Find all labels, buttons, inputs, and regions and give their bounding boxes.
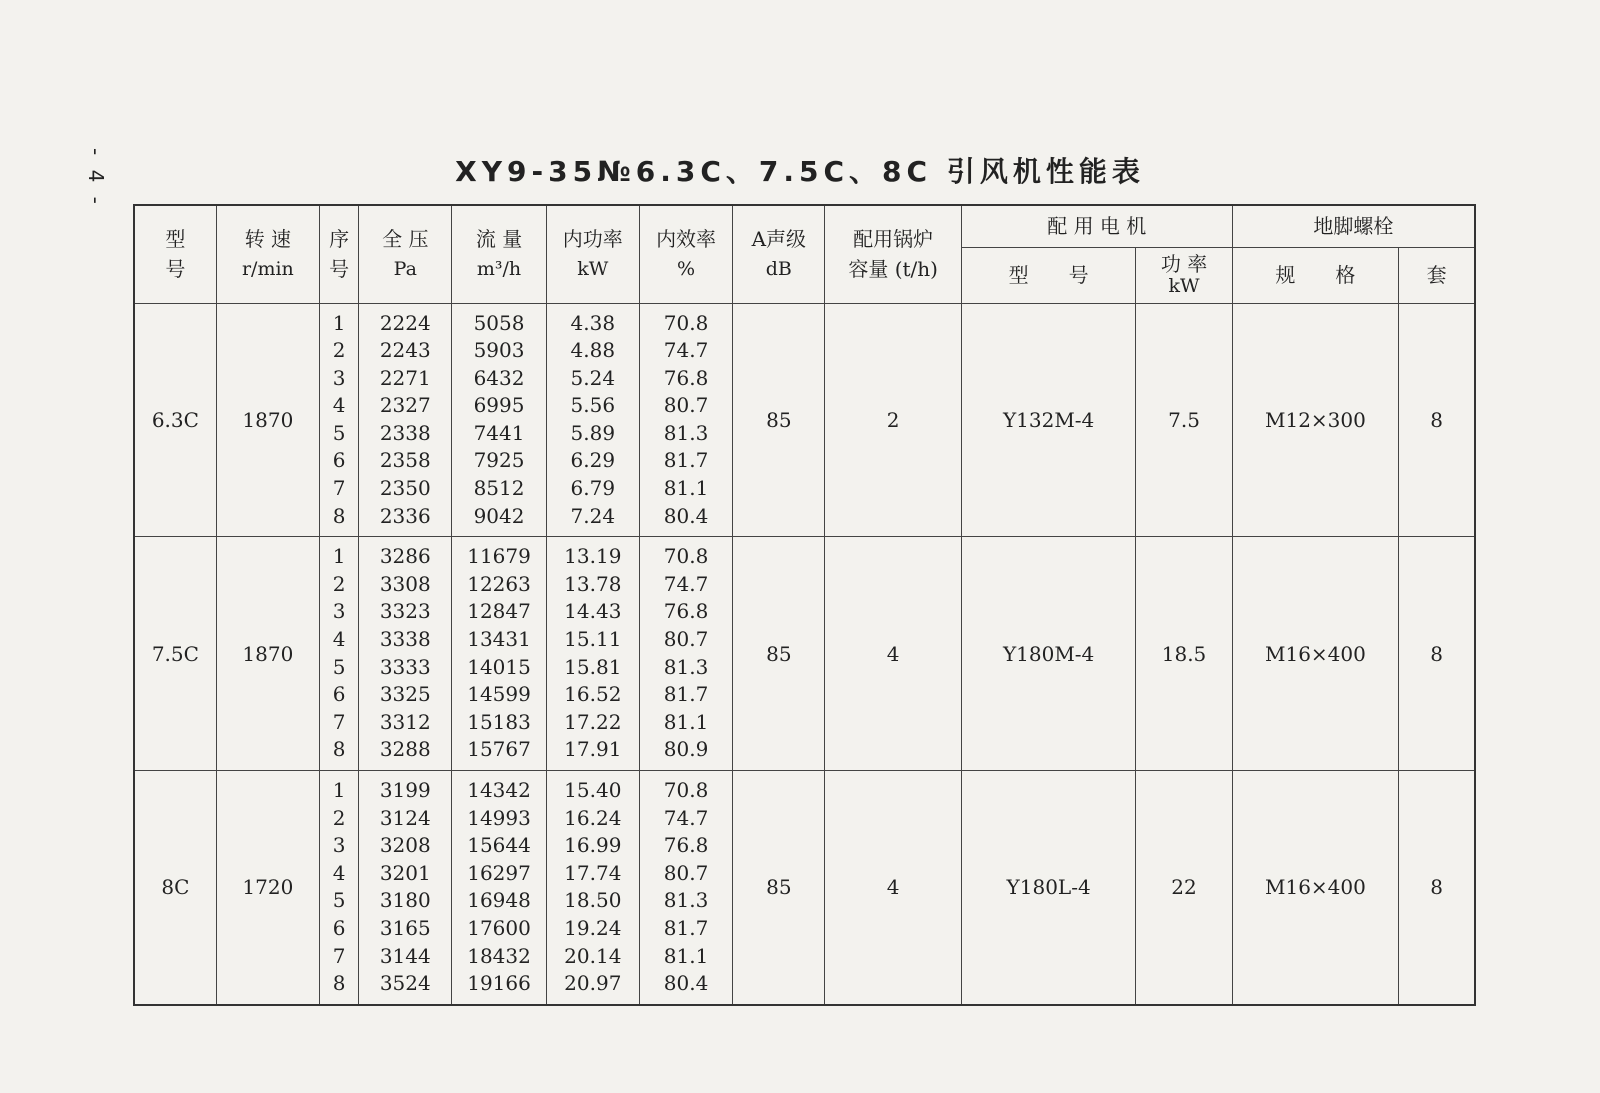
table-row xyxy=(134,537,1475,771)
seq-value: 4 xyxy=(332,627,346,652)
efficiency-value-list xyxy=(639,771,732,1005)
efficiency-value: 80.7 xyxy=(663,393,709,418)
pressure-value: 3333 xyxy=(379,654,431,679)
seq-value-list xyxy=(320,537,359,771)
speed-cell: 1870 xyxy=(216,303,319,537)
efficiency-value: 81.3 xyxy=(663,654,709,679)
flow-value: 7441 xyxy=(473,420,525,445)
pressure-value: 3201 xyxy=(379,860,431,885)
power-value: 20.14 xyxy=(564,943,622,968)
power-value: 17.74 xyxy=(564,860,622,885)
power-value: 19.24 xyxy=(564,915,622,940)
seq-value: 5 xyxy=(332,654,346,679)
flow-value: 16948 xyxy=(467,888,531,913)
seq-value: 3 xyxy=(332,599,346,624)
seq-value: 6 xyxy=(332,682,346,707)
flow-value: 14342 xyxy=(467,778,531,802)
bolt-spec-cell: M16×400 xyxy=(1232,537,1398,771)
efficiency-value: 81.7 xyxy=(663,448,709,473)
power-value: 16.24 xyxy=(564,805,622,830)
speed-cell: 1870 xyxy=(216,537,319,771)
boiler-cell: 4 xyxy=(825,537,961,771)
pressure-value: 3165 xyxy=(379,915,431,940)
pressure-value-list xyxy=(359,303,452,537)
page-number: - 4 - xyxy=(84,148,108,208)
performance-table xyxy=(133,204,1476,1006)
efficiency-value: 81.7 xyxy=(663,682,709,707)
header-flow: 流 量 m³/h xyxy=(452,205,546,303)
flow-value: 5903 xyxy=(473,338,525,363)
pressure-value: 3124 xyxy=(379,805,431,830)
seq-value: 2 xyxy=(332,571,346,596)
efficiency-value: 74.7 xyxy=(663,338,709,363)
bolt-spec-cell: M12×300 xyxy=(1232,303,1398,537)
flow-value: 18432 xyxy=(467,943,531,968)
flow-value-list xyxy=(452,303,546,537)
header-motor-power: 功 率 kW xyxy=(1136,247,1232,303)
seq-value: 8 xyxy=(332,737,346,762)
efficiency-value: 81.7 xyxy=(663,915,709,940)
header-motor: 配 用 电 机 xyxy=(961,205,1232,247)
efficiency-value: 80.4 xyxy=(663,503,709,528)
fan-model-cell: 7.5C xyxy=(134,537,216,771)
seq-value: 1 xyxy=(332,310,346,335)
power-value: 13.78 xyxy=(564,571,622,596)
pressure-value: 3208 xyxy=(379,833,431,858)
header-model: 型 号 xyxy=(134,205,216,303)
flow-value: 14599 xyxy=(467,682,531,707)
pressure-value: 2350 xyxy=(379,476,431,501)
motor-model-cell: Y180L-4 xyxy=(961,771,1136,1005)
power-value-list xyxy=(546,537,639,771)
power-value: 5.56 xyxy=(570,393,616,418)
efficiency-value: 70.8 xyxy=(663,310,709,335)
page-title: XY9-35№6.3C、7.5C、8C 引风机性能表 xyxy=(455,155,1145,188)
pressure-value: 3144 xyxy=(379,943,431,968)
efficiency-value-list xyxy=(639,537,732,771)
pressure-value: 2224 xyxy=(379,310,431,335)
motor-model-cell: Y132M-4 xyxy=(961,303,1136,537)
power-value: 15.40 xyxy=(564,778,622,802)
power-value: 6.29 xyxy=(570,448,616,473)
seq-value: 4 xyxy=(332,393,346,418)
table-row xyxy=(134,303,1475,537)
flow-value-list xyxy=(452,537,546,771)
seq-value: 6 xyxy=(332,448,346,473)
flow-value: 14015 xyxy=(467,654,531,679)
pressure-value: 3338 xyxy=(379,627,431,652)
header-speed: 转 速 r/min xyxy=(216,205,319,303)
flow-value: 7925 xyxy=(473,448,525,473)
flow-value: 6432 xyxy=(473,365,525,390)
flow-value: 8512 xyxy=(473,476,525,501)
efficiency-value: 80.7 xyxy=(663,860,709,885)
flow-value: 11679 xyxy=(467,544,531,569)
flow-value: 15183 xyxy=(467,709,531,734)
efficiency-value: 76.8 xyxy=(663,833,709,858)
efficiency-value: 81.1 xyxy=(663,476,709,501)
power-value: 5.89 xyxy=(570,420,616,445)
flow-value: 15644 xyxy=(467,833,531,858)
flow-value: 9042 xyxy=(473,503,525,528)
efficiency-value: 76.8 xyxy=(663,365,709,390)
seq-value: 8 xyxy=(332,971,346,996)
power-value: 18.50 xyxy=(564,888,622,913)
seq-value: 3 xyxy=(332,833,346,858)
power-value: 7.24 xyxy=(570,503,616,528)
power-value: 4.88 xyxy=(570,338,616,363)
header-seq: 序 号 xyxy=(320,205,359,303)
flow-value: 12847 xyxy=(467,599,531,624)
pressure-value-list xyxy=(359,771,452,1005)
flow-value: 19166 xyxy=(467,971,531,996)
power-value: 5.24 xyxy=(570,365,616,390)
flow-value: 16297 xyxy=(467,860,531,885)
pressure-value: 2338 xyxy=(379,420,431,445)
seq-value: 2 xyxy=(332,338,346,363)
flow-value: 12263 xyxy=(467,571,531,596)
table-row xyxy=(134,771,1475,1005)
header-power: 内功率 kW xyxy=(546,205,639,303)
efficiency-value: 81.1 xyxy=(663,943,709,968)
seq-value: 1 xyxy=(332,778,346,802)
power-value-list xyxy=(546,303,639,537)
efficiency-value: 80.9 xyxy=(663,737,709,762)
seq-value: 5 xyxy=(332,420,346,445)
seq-value: 7 xyxy=(332,709,346,734)
efficiency-value: 81.3 xyxy=(663,888,709,913)
seq-value: 7 xyxy=(332,476,346,501)
power-value: 17.91 xyxy=(564,737,622,762)
header-efficiency: 内效率 % xyxy=(639,205,732,303)
header-pressure: 全 压 Pa xyxy=(359,205,452,303)
pressure-value: 2271 xyxy=(379,365,431,390)
seq-value: 2 xyxy=(332,805,346,830)
seq-value: 8 xyxy=(332,503,346,528)
noise-cell: 85 xyxy=(733,303,825,537)
power-value: 16.52 xyxy=(564,682,622,707)
noise-cell: 85 xyxy=(733,537,825,771)
seq-value: 5 xyxy=(332,888,346,913)
power-value: 15.11 xyxy=(564,627,622,652)
bolt-spec-cell: M16×400 xyxy=(1232,771,1398,1005)
power-value: 14.43 xyxy=(564,599,622,624)
efficiency-value: 80.7 xyxy=(663,627,709,652)
seq-value: 3 xyxy=(332,365,346,390)
efficiency-value: 74.7 xyxy=(663,571,709,596)
pressure-value: 2327 xyxy=(379,393,431,418)
pressure-value: 3312 xyxy=(379,709,431,734)
flow-value: 15767 xyxy=(467,737,531,762)
header-bolt-spec: 规 格 xyxy=(1232,247,1398,303)
noise-cell: 85 xyxy=(733,771,825,1005)
flow-value: 17600 xyxy=(467,915,531,940)
flow-value: 6995 xyxy=(473,393,525,418)
pressure-value: 2358 xyxy=(379,448,431,473)
bolt-set-cell: 8 xyxy=(1399,537,1475,771)
seq-value: 6 xyxy=(332,915,346,940)
speed-cell: 1720 xyxy=(216,771,319,1005)
power-value: 4.38 xyxy=(570,310,616,335)
pressure-value: 3286 xyxy=(379,544,431,569)
header-bolts: 地脚螺栓 xyxy=(1232,205,1475,247)
pressure-value: 2243 xyxy=(379,338,431,363)
pressure-value-list xyxy=(359,537,452,771)
power-value-list xyxy=(546,771,639,1005)
boiler-cell: 2 xyxy=(825,303,961,537)
power-value: 16.99 xyxy=(564,833,622,858)
pressure-value: 3308 xyxy=(379,571,431,596)
flow-value: 14993 xyxy=(467,805,531,830)
power-value: 17.22 xyxy=(564,709,622,734)
flow-value: 5058 xyxy=(473,310,525,335)
pressure-value: 3199 xyxy=(379,778,431,802)
efficiency-value: 70.8 xyxy=(663,544,709,569)
efficiency-value: 80.4 xyxy=(663,971,709,996)
pressure-value: 3180 xyxy=(379,888,431,913)
flow-value: 13431 xyxy=(467,627,531,652)
motor-model-cell: Y180M-4 xyxy=(961,537,1136,771)
efficiency-value: 74.7 xyxy=(663,805,709,830)
header-bolt-set: 套 xyxy=(1399,247,1475,303)
header-noise: A声级 dB xyxy=(733,205,825,303)
seq-value: 7 xyxy=(332,943,346,968)
bolt-set-cell: 8 xyxy=(1399,303,1475,537)
header-boiler: 配用锅炉 容量 (t/h) xyxy=(825,205,961,303)
efficiency-value: 76.8 xyxy=(663,599,709,624)
pressure-value: 3323 xyxy=(379,599,431,624)
seq-value-list xyxy=(320,303,359,537)
flow-value-list xyxy=(452,771,546,1005)
seq-value: 4 xyxy=(332,860,346,885)
efficiency-value: 70.8 xyxy=(663,778,709,802)
pressure-value: 3325 xyxy=(379,682,431,707)
fan-model-cell: 8C xyxy=(134,771,216,1005)
motor-power-cell: 22 xyxy=(1136,771,1232,1005)
motor-power-cell: 7.5 xyxy=(1136,303,1232,537)
boiler-cell: 4 xyxy=(825,771,961,1005)
efficiency-value: 81.3 xyxy=(663,420,709,445)
power-value: 15.81 xyxy=(564,654,622,679)
efficiency-value: 81.1 xyxy=(663,709,709,734)
efficiency-value-list xyxy=(639,303,732,537)
power-value: 6.79 xyxy=(570,476,616,501)
power-value: 20.97 xyxy=(564,971,622,996)
pressure-value: 3288 xyxy=(379,737,431,762)
pressure-value: 2336 xyxy=(379,503,431,528)
fan-model-cell: 6.3C xyxy=(134,303,216,537)
bolt-set-cell: 8 xyxy=(1399,771,1475,1005)
pressure-value: 3524 xyxy=(379,971,431,996)
seq-value: 1 xyxy=(332,544,346,569)
seq-value-list xyxy=(320,771,359,1005)
motor-power-cell: 18.5 xyxy=(1136,537,1232,771)
power-value: 13.19 xyxy=(564,544,622,569)
header-motor-model: 型 号 xyxy=(961,247,1136,303)
